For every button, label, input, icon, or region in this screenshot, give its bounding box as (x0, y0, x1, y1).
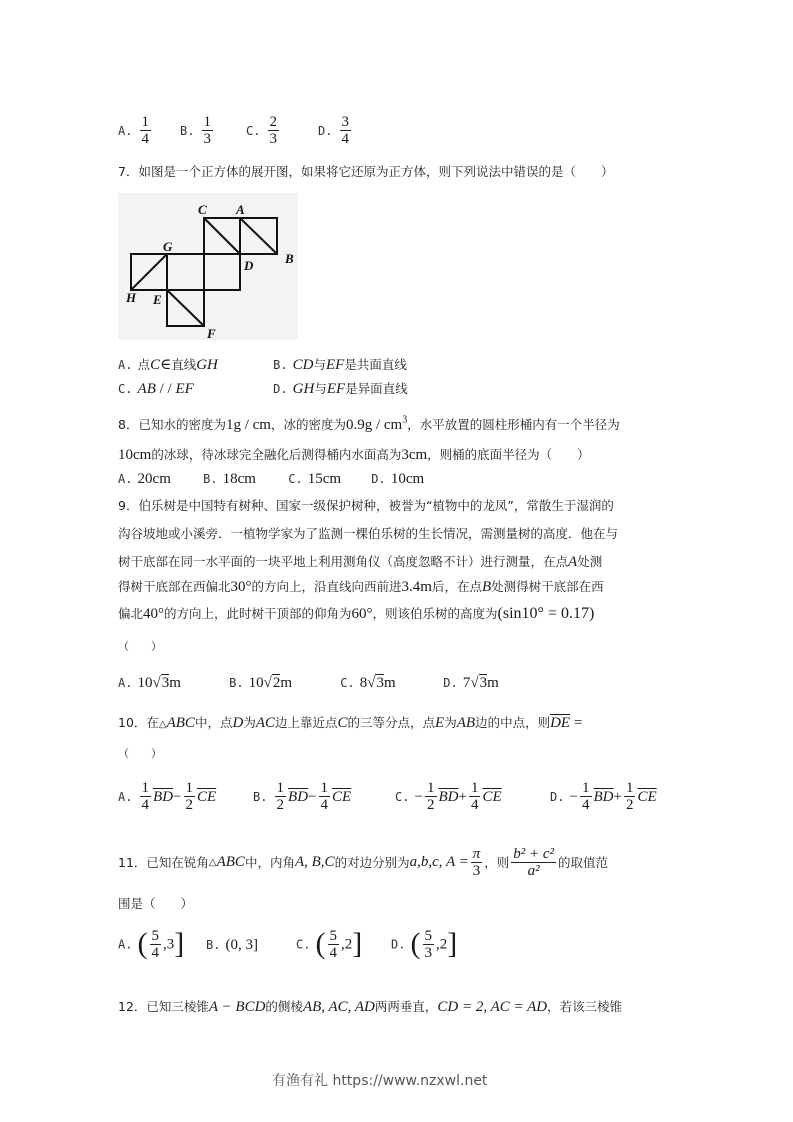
q9-line3: 树干底部在同一水平面的一块平地上利用测角仪（高度忽略不计）进行测量，在点A处测 (118, 554, 603, 570)
q7-option-a: A. 点C∈直线GH (118, 357, 218, 373)
label-e: E (153, 292, 162, 307)
q11-option-a: A. ( $\frac{5}{4}$ ,3] (118, 927, 185, 961)
q8-line2: 10cm的冰球，待冰球完全融化后测得桶内水面高为3cm，则桶的底面半径为（ ） (118, 447, 590, 463)
q11-option-d: D. ( $\frac{5}{3}$ ,2] (391, 927, 458, 961)
q10-option-d: D. − $\frac{1}{4}$ $\overline{BD}+$ $\frac{1}{2}$ $\overline{CE}$ (550, 780, 657, 813)
q10-option-b: B. $\frac{1}{2}$ $\overline{BD}-$ $\frac{1}{4}$ $\overline{CE}$ (253, 780, 352, 813)
q7-stem: 7．如图是一个正方体的展开图，如果将它还原为正方体，则下列说法中错误的是（ ） (118, 164, 614, 179)
label-b: B (285, 251, 294, 266)
q6-options (118, 110, 353, 150)
q8-option-d: D. 10cm (371, 471, 425, 487)
q11-option-b: B. (0, 3] (206, 937, 259, 953)
label-a: A (236, 202, 245, 217)
q8-option-a: A. 20cm (118, 471, 171, 487)
q9-line5: 偏北40°的方向上，此时树干顶部的仰角为60°，则该伯乐树的高度为(sin10° = 0.17) (118, 605, 595, 622)
q9-answer-blank: （ ） (118, 640, 162, 653)
label-g: G (163, 239, 173, 254)
fraction: $\frac{1}{3}$ (203, 113, 212, 147)
q9-line4: 得树干底部在西偏北30°的方向上，沿直线向西前进3.4m后，在点B处测得树干底部在西 (118, 579, 604, 595)
q11-line2: 围是（ ） (118, 896, 194, 911)
q9-option-b: B. 10√2m (229, 675, 293, 691)
q9-line2: 沟谷坡地或小溪旁．一植物学家为了监测一棵伯乐树的生长情况，需测量树的高度．他在与 (118, 526, 619, 541)
q9-option-a: A. 10√3m (118, 675, 181, 691)
q12-line1: 12．已知三棱锥A − BCD的侧棱AB, AC, AD两两垂直，CD = 2, AC = AD，若该三棱锥 (118, 999, 623, 1015)
label-d: D (244, 258, 254, 273)
q8-option-b: B. 18cm (203, 471, 256, 487)
q8-option-c: C. 15cm (288, 471, 342, 487)
q6-option-d: D. $\frac{3}{4}$ (318, 113, 350, 147)
q11-line1: 11．已知在锐角 △ ABC 中，内角 A, B,C 的对边分别为 a,b,c, A = $\frac{\pi}{3}$ ，则 $\frac{\text{b² + c²}}{\text{a²}}$ 的取值范 (118, 845, 609, 879)
q9-option-d: D. 7√3m (443, 675, 499, 691)
label-h: H (126, 290, 137, 305)
q10-answer-blank: （ ） (118, 747, 162, 760)
q10-options (118, 780, 657, 813)
q9-line1: 9．伯乐树是中国特有树种、国家一级保护树种，被誉为“植物中的龙凤”，常散生于湿润的 (118, 498, 614, 513)
q9-option-c: C. 8√3m (340, 675, 396, 691)
label-c: C (198, 202, 207, 217)
q6-option-b: B. $\frac{1}{3}$ (180, 113, 212, 147)
q10-option-c: C. − $\frac{1}{2}$ $\overline{BD}+$ $\frac{1}{4}$ $\overline{CE}$ (395, 780, 502, 813)
q7-options-row1 (118, 354, 407, 374)
q7-option-d: D. GH与EF是异面直线 (273, 381, 408, 397)
footer-watermark: 有渔有礼 https://www.nzxwl.net (272, 1073, 488, 1089)
q6-option-a: A. $\frac{1}{4}$ (118, 113, 150, 147)
q9-options (118, 672, 499, 692)
q10-option-a: A. $\frac{1}{4}$ $\overline{BD}-$ $\frac{1}{2}$ $\overline{CE}$ (118, 780, 217, 813)
fraction: $\frac{3}{4}$ (341, 113, 350, 147)
fraction: $\frac{1}{4}$ (141, 113, 150, 147)
cube-net-figure (118, 193, 298, 340)
q7-option-b: B. CD与EF是共面直线 (273, 357, 407, 373)
q11-options (118, 922, 457, 966)
q10-line1: 10．在△ABC中，点D为AC边上靠近点C的三等分点，点E为AB边的中点，则$\overline{DE}$ = (118, 715, 583, 731)
q8-options (118, 468, 424, 488)
q8-line1: 8．已知水的密度为1g / cm，冰的密度为$0.9g / cm^3$，水平放置的圆柱形桶内有一个半径为 (118, 414, 620, 433)
cube-net-diagram (118, 193, 298, 340)
q11-option-c: C. ( $\frac{5}{4}$ ,2] (296, 927, 363, 961)
q6-option-c: C. $\frac{2}{3}$ (246, 113, 278, 147)
fraction: $\frac{2}{3}$ (269, 113, 278, 147)
q7-option-c: C. AB / / EF (118, 381, 194, 397)
label-f: F (207, 326, 216, 340)
q7-options-row2 (118, 378, 408, 398)
